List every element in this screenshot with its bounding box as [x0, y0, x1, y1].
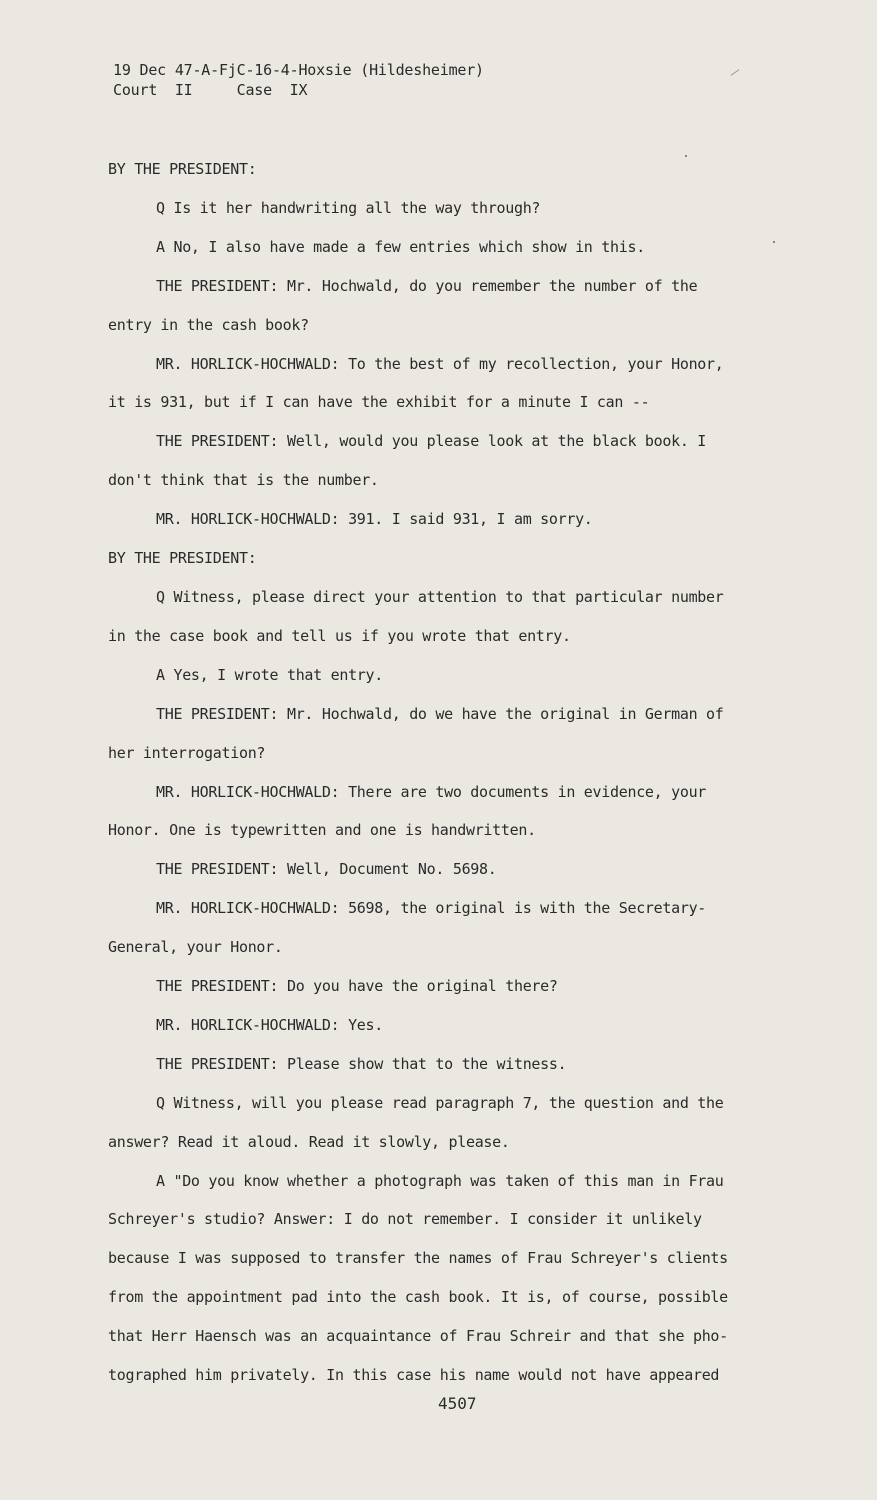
transcript-line: THE PRESIDENT: Well, Document No. 5698. — [156, 860, 497, 879]
transcript-line: tographed him privately. In this case his name would not have appeared — [108, 1366, 720, 1385]
transcript-line: A Yes, I wrote that entry. — [156, 665, 384, 684]
transcript-line: it is 931, but if I can have the exhibit for a minute I can -- — [108, 393, 650, 412]
document-header — [113, 60, 484, 100]
transcript-line: THE PRESIDENT: Please show that to the witness. — [156, 1054, 567, 1073]
transcript-line: because I was supposed to transfer the names of Frau Schreyer's clients — [108, 1249, 728, 1268]
transcript-line: A No, I also have made a few entries which show in this. — [156, 237, 645, 256]
transcript-line: BY THE PRESIDENT: — [108, 160, 257, 178]
transcript-body — [108, 150, 808, 1395]
transcript-line: don't think that is the number. — [108, 471, 379, 490]
transcript-line: Honor. One is typewritten and one is handwritten. — [108, 821, 536, 840]
transcript-line: THE PRESIDENT: Mr. Hochwald, do we have the original in German of — [156, 704, 724, 723]
transcript-line: Q Witness, please direct your attention to that particular number — [156, 587, 724, 606]
transcript-line: in the case book and tell us if you wrote that entry. — [108, 626, 571, 645]
transcript-line: A "Do you know whether a photograph was taken of this man in Frau — [156, 1171, 724, 1190]
header-reference-line: 19 Dec 47-A-FjC-16-4-Hoxsie (Hildesheimer) — [113, 61, 484, 79]
transcript-line: THE PRESIDENT: Do you have the original there? — [156, 977, 558, 996]
transcript-line: BY THE PRESIDENT: — [108, 549, 257, 568]
transcript-line: MR. HORLICK-HOCHWALD: To the best of my recollection, your Honor, — [156, 354, 724, 373]
page-number: 4507 — [438, 1394, 477, 1413]
pencil-mark — [731, 69, 740, 76]
transcript-line: MR. HORLICK-HOCHWALD: Yes. — [156, 1015, 384, 1034]
transcript-line: MR. HORLICK-HOCHWALD: 391. I said 931, I am sorry. — [156, 510, 593, 529]
transcript-line: from the appointment pad into the cash book. It is, of course, possible — [108, 1288, 728, 1307]
transcript-line: that Herr Haensch was an acquaintance of Frau Schreir and that she pho- — [108, 1327, 728, 1346]
transcript-line: entry in the cash book? — [108, 315, 309, 334]
transcript-line: Schreyer's studio? Answer: I do not remember. I consider it unlikely — [108, 1210, 702, 1229]
transcript-line: Q Witness, will you please read paragraph 7, the question and the — [156, 1093, 724, 1112]
transcript-line: her interrogation? — [108, 743, 266, 762]
transcript-line: Q Is it her handwriting all the way through? — [156, 198, 541, 217]
transcript-line: THE PRESIDENT: Well, would you please look at the black book. I — [156, 432, 707, 451]
transcript-line: MR. HORLICK-HOCHWALD: 5698, the original is with the Secretary- — [156, 899, 707, 918]
transcript-line: MR. HORLICK-HOCHWALD: There are two documents in evidence, your — [156, 782, 707, 801]
transcript-line: THE PRESIDENT: Mr. Hochwald, do you remember the number of the — [156, 276, 698, 295]
header-court-case-line: Court II Case IX — [113, 81, 308, 99]
transcript-line: General, your Honor. — [108, 938, 283, 957]
transcript-line: answer? Read it aloud. Read it slowly, please. — [108, 1132, 510, 1151]
